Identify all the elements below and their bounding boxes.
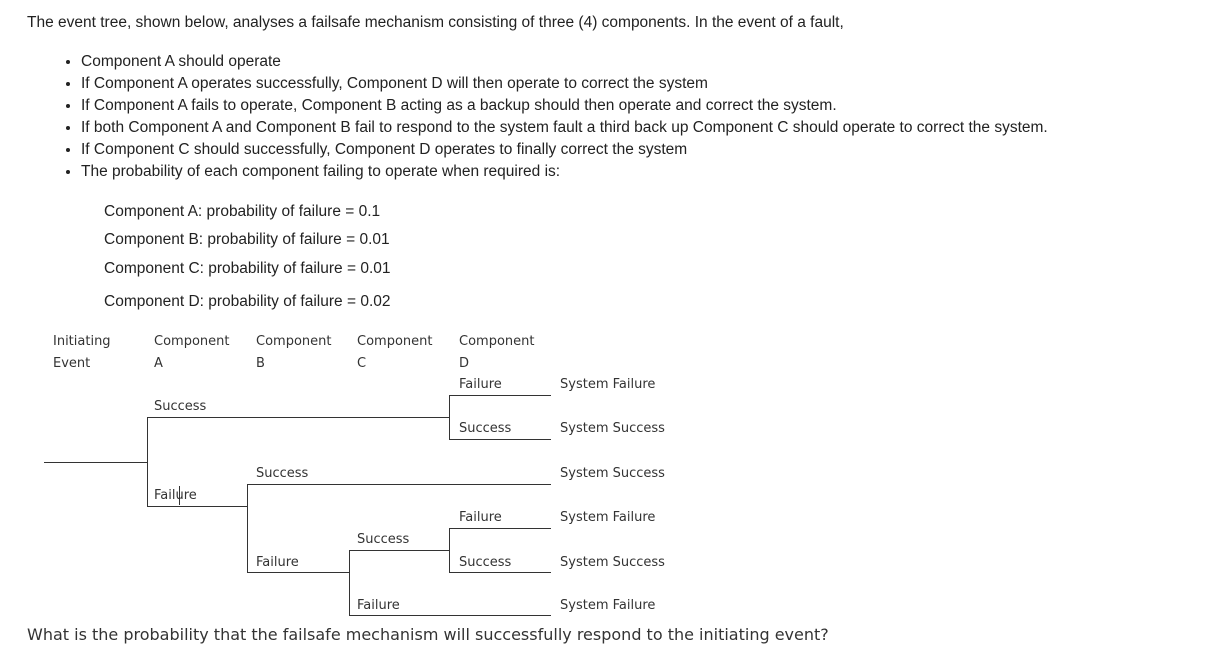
list-item: • The probability of each component failing to operate when required is:	[81, 161, 1048, 183]
outcome-5: System Success	[560, 555, 665, 570]
branch-d1-failure: Failure	[459, 377, 502, 392]
branch-d2-failure: Failure	[459, 510, 502, 525]
probability-component-c: Component C: probability of failure = 0.01	[104, 260, 391, 277]
header-component-c: Component C	[357, 334, 433, 371]
header-component-d: Component D	[459, 334, 535, 371]
list-item: • If Component A operates successfully, Component D will then operate to correct the system	[81, 73, 1048, 95]
header-initiating-event: Initiating Event	[53, 334, 111, 371]
outcome-2: System Success	[560, 421, 665, 436]
header-component-a: Component A	[154, 334, 230, 371]
list-item: • Component A should operate	[81, 51, 1048, 73]
branch-b-success: Success	[256, 466, 309, 481]
intro-text: The event tree, shown below, analyses a failsafe mechanism consisting of three (4) components. In the event of a fault,	[27, 14, 844, 31]
branch-b-failure: Failure	[256, 555, 299, 570]
outcome-6: System Failure	[560, 598, 656, 613]
list-item: • If Component A fails to operate, Component B acting as a backup should then operate and correct the system.	[81, 95, 1048, 117]
probability-component-a: Component A: probability of failure = 0.1	[104, 203, 381, 220]
outcome-1: System Failure	[560, 377, 656, 392]
list-item: • If both Component A and Component B fail to respond to the system fault a third back up Component C should operate to correct the system.	[81, 117, 1048, 139]
probability-component-b: Component B: probability of failure = 0.01	[104, 231, 390, 248]
branch-d2-success: Success	[459, 555, 512, 570]
branch-a-failure: Failure	[154, 488, 197, 503]
header-component-b: Component B	[256, 334, 332, 371]
branch-c-success: Success	[357, 532, 410, 547]
branch-a-success: Success	[154, 399, 207, 414]
outcome-3: System Success	[560, 466, 665, 481]
probability-component-d: Component D: probability of failure = 0.02	[104, 293, 391, 310]
question-text: What is the probability that the failsafe mechanism will successfully respond to the initiating event?	[27, 625, 829, 644]
branch-c-failure: Failure	[357, 598, 400, 613]
branch-d1-success: Success	[459, 421, 512, 436]
outcome-4: System Failure	[560, 510, 656, 525]
list-item: • If Component C should successfully, Component D operates to finally correct the system	[81, 139, 1048, 161]
